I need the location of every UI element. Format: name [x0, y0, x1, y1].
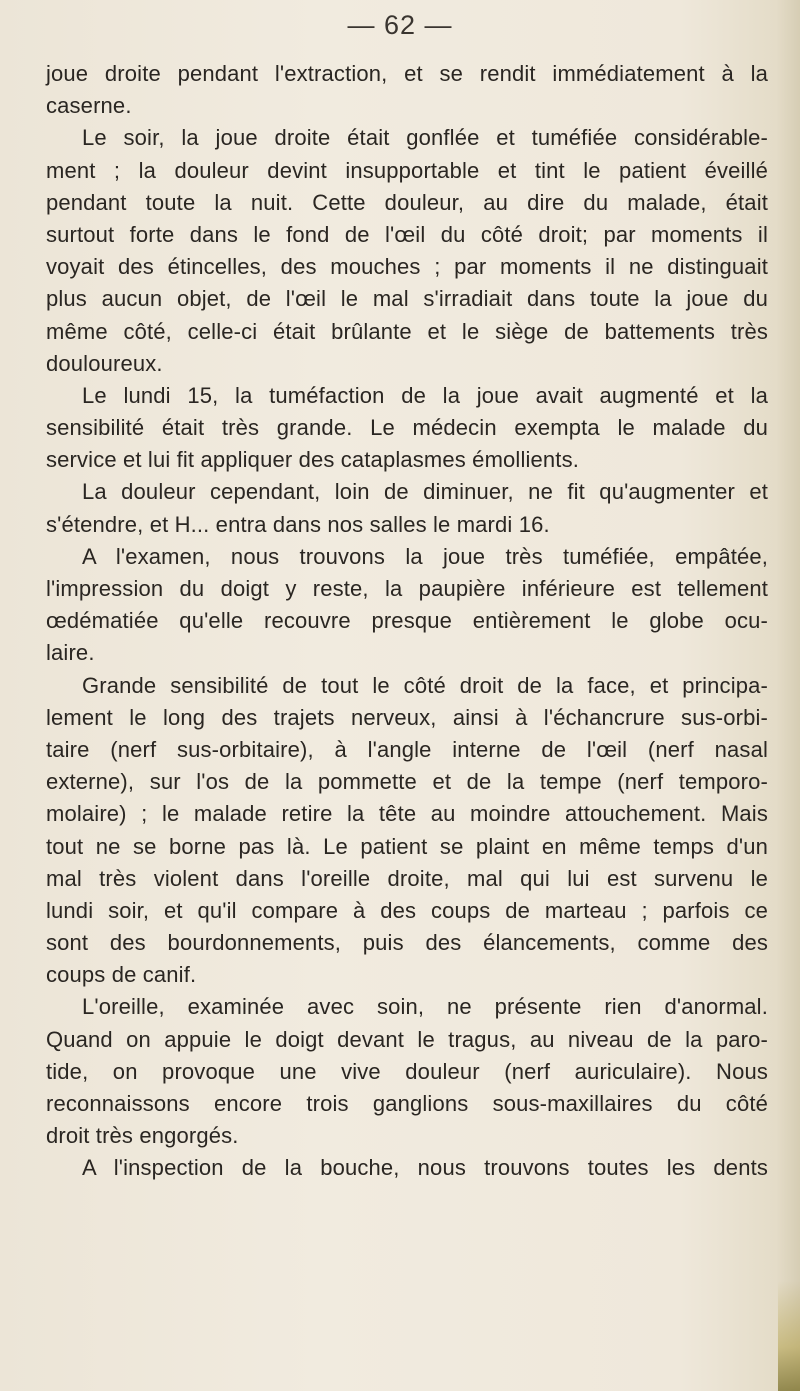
text-line: Grande sensibilité de tout le côté droit de la face, et principa-: [82, 672, 768, 698]
text-line: joue droite pendant l'extraction, et se rendit immédiatement à la: [46, 61, 768, 86]
text-line: mal très violent dans l'oreille droite, mal qui lui est survenu le: [46, 865, 768, 891]
text-line: La douleur cependant, loin de diminuer, ne fit qu'augmenter et: [82, 479, 768, 505]
text-line: L'oreille, examinée avec soin, ne présente rien d'anormal.: [82, 994, 768, 1020]
text-line: externe), sur l'os de la pommette et de la tempe (nerf temporo-: [46, 769, 768, 795]
text-line: sont des bourdonnements, puis des élancements, comme des: [46, 930, 768, 956]
text-line: ment ; la douleur devint insupportable et tint le patient éveillé: [46, 157, 768, 183]
text-line: service et lui fit appliquer des cataplasmes émollients.: [46, 447, 579, 473]
text-line: s'étendre, et H... entra dans nos salles le mardi 16.: [46, 511, 550, 537]
text-line: Le soir, la joue droite était gonflée et tuméfiée considérable-: [82, 125, 768, 151]
body-text: [46, 58, 768, 1185]
text-line: A l'inspection de la bouche, nous trouvons toutes les dents: [82, 1155, 768, 1181]
text-line: taire (nerf sus-orbitaire), à l'angle interne de l'œil (nerf nasal: [46, 736, 768, 762]
text-line: œdématiée qu'elle recouvre presque entièrement le globe ocu-: [46, 608, 768, 634]
page-number: — 62 —: [347, 10, 453, 40]
text-line: plus aucun objet, de l'œil le mal s'irradiait dans toute la joue du: [46, 286, 768, 312]
text-line: A l'examen, nous trouvons la joue très tuméfiée, empâtée,: [82, 543, 768, 569]
text-line: sensibilité était très grande. Le médecin exempta le malade du: [46, 415, 768, 441]
text-line: Quand on appuie le doigt devant le tragus, au niveau de la paro-: [46, 1026, 768, 1052]
text-line: même côté, celle-ci était brûlante et le siège de battements très: [46, 318, 768, 344]
text-line: Le lundi 15, la tuméfaction de la joue avait augmenté et la: [82, 382, 768, 408]
text-line: surtout forte dans le fond de l'œil du côté droit; par moments il: [46, 221, 768, 247]
text-line: laire.: [46, 640, 95, 666]
text-line: pendant toute la nuit. Cette douleur, au dire du malade, était: [46, 189, 768, 215]
text-line: l'impression du doigt y reste, la paupière inférieure est tellement: [46, 576, 768, 601]
page-edge-stain: [778, 1281, 800, 1391]
text-line: lement le long des trajets nerveux, ainsi à l'échancrure sus-orbi-: [46, 704, 768, 730]
text-line: molaire) ; le malade retire la tête au moindre attouchement. Mais: [46, 801, 768, 827]
text-line: douloureux.: [46, 350, 163, 376]
text-line: droit très engorgés.: [46, 1123, 239, 1149]
text-line: tide, on provoque une vive douleur (nerf auriculaire). Nous: [46, 1058, 768, 1084]
text-line: voyait des étincelles, des mouches ; par moments il ne distinguait: [46, 254, 768, 280]
text-line: tout ne se borne pas là. Le patient se plaint en même temps d'un: [46, 833, 768, 859]
text-line: lundi soir, et qu'il compare à des coups de marteau ; parfois ce: [46, 897, 768, 923]
text-line: coups de canif.: [46, 962, 197, 988]
text-line: caserne.: [46, 93, 132, 119]
text-line: reconnaissons encore trois ganglions sous-maxillaires du côté: [46, 1091, 768, 1116]
